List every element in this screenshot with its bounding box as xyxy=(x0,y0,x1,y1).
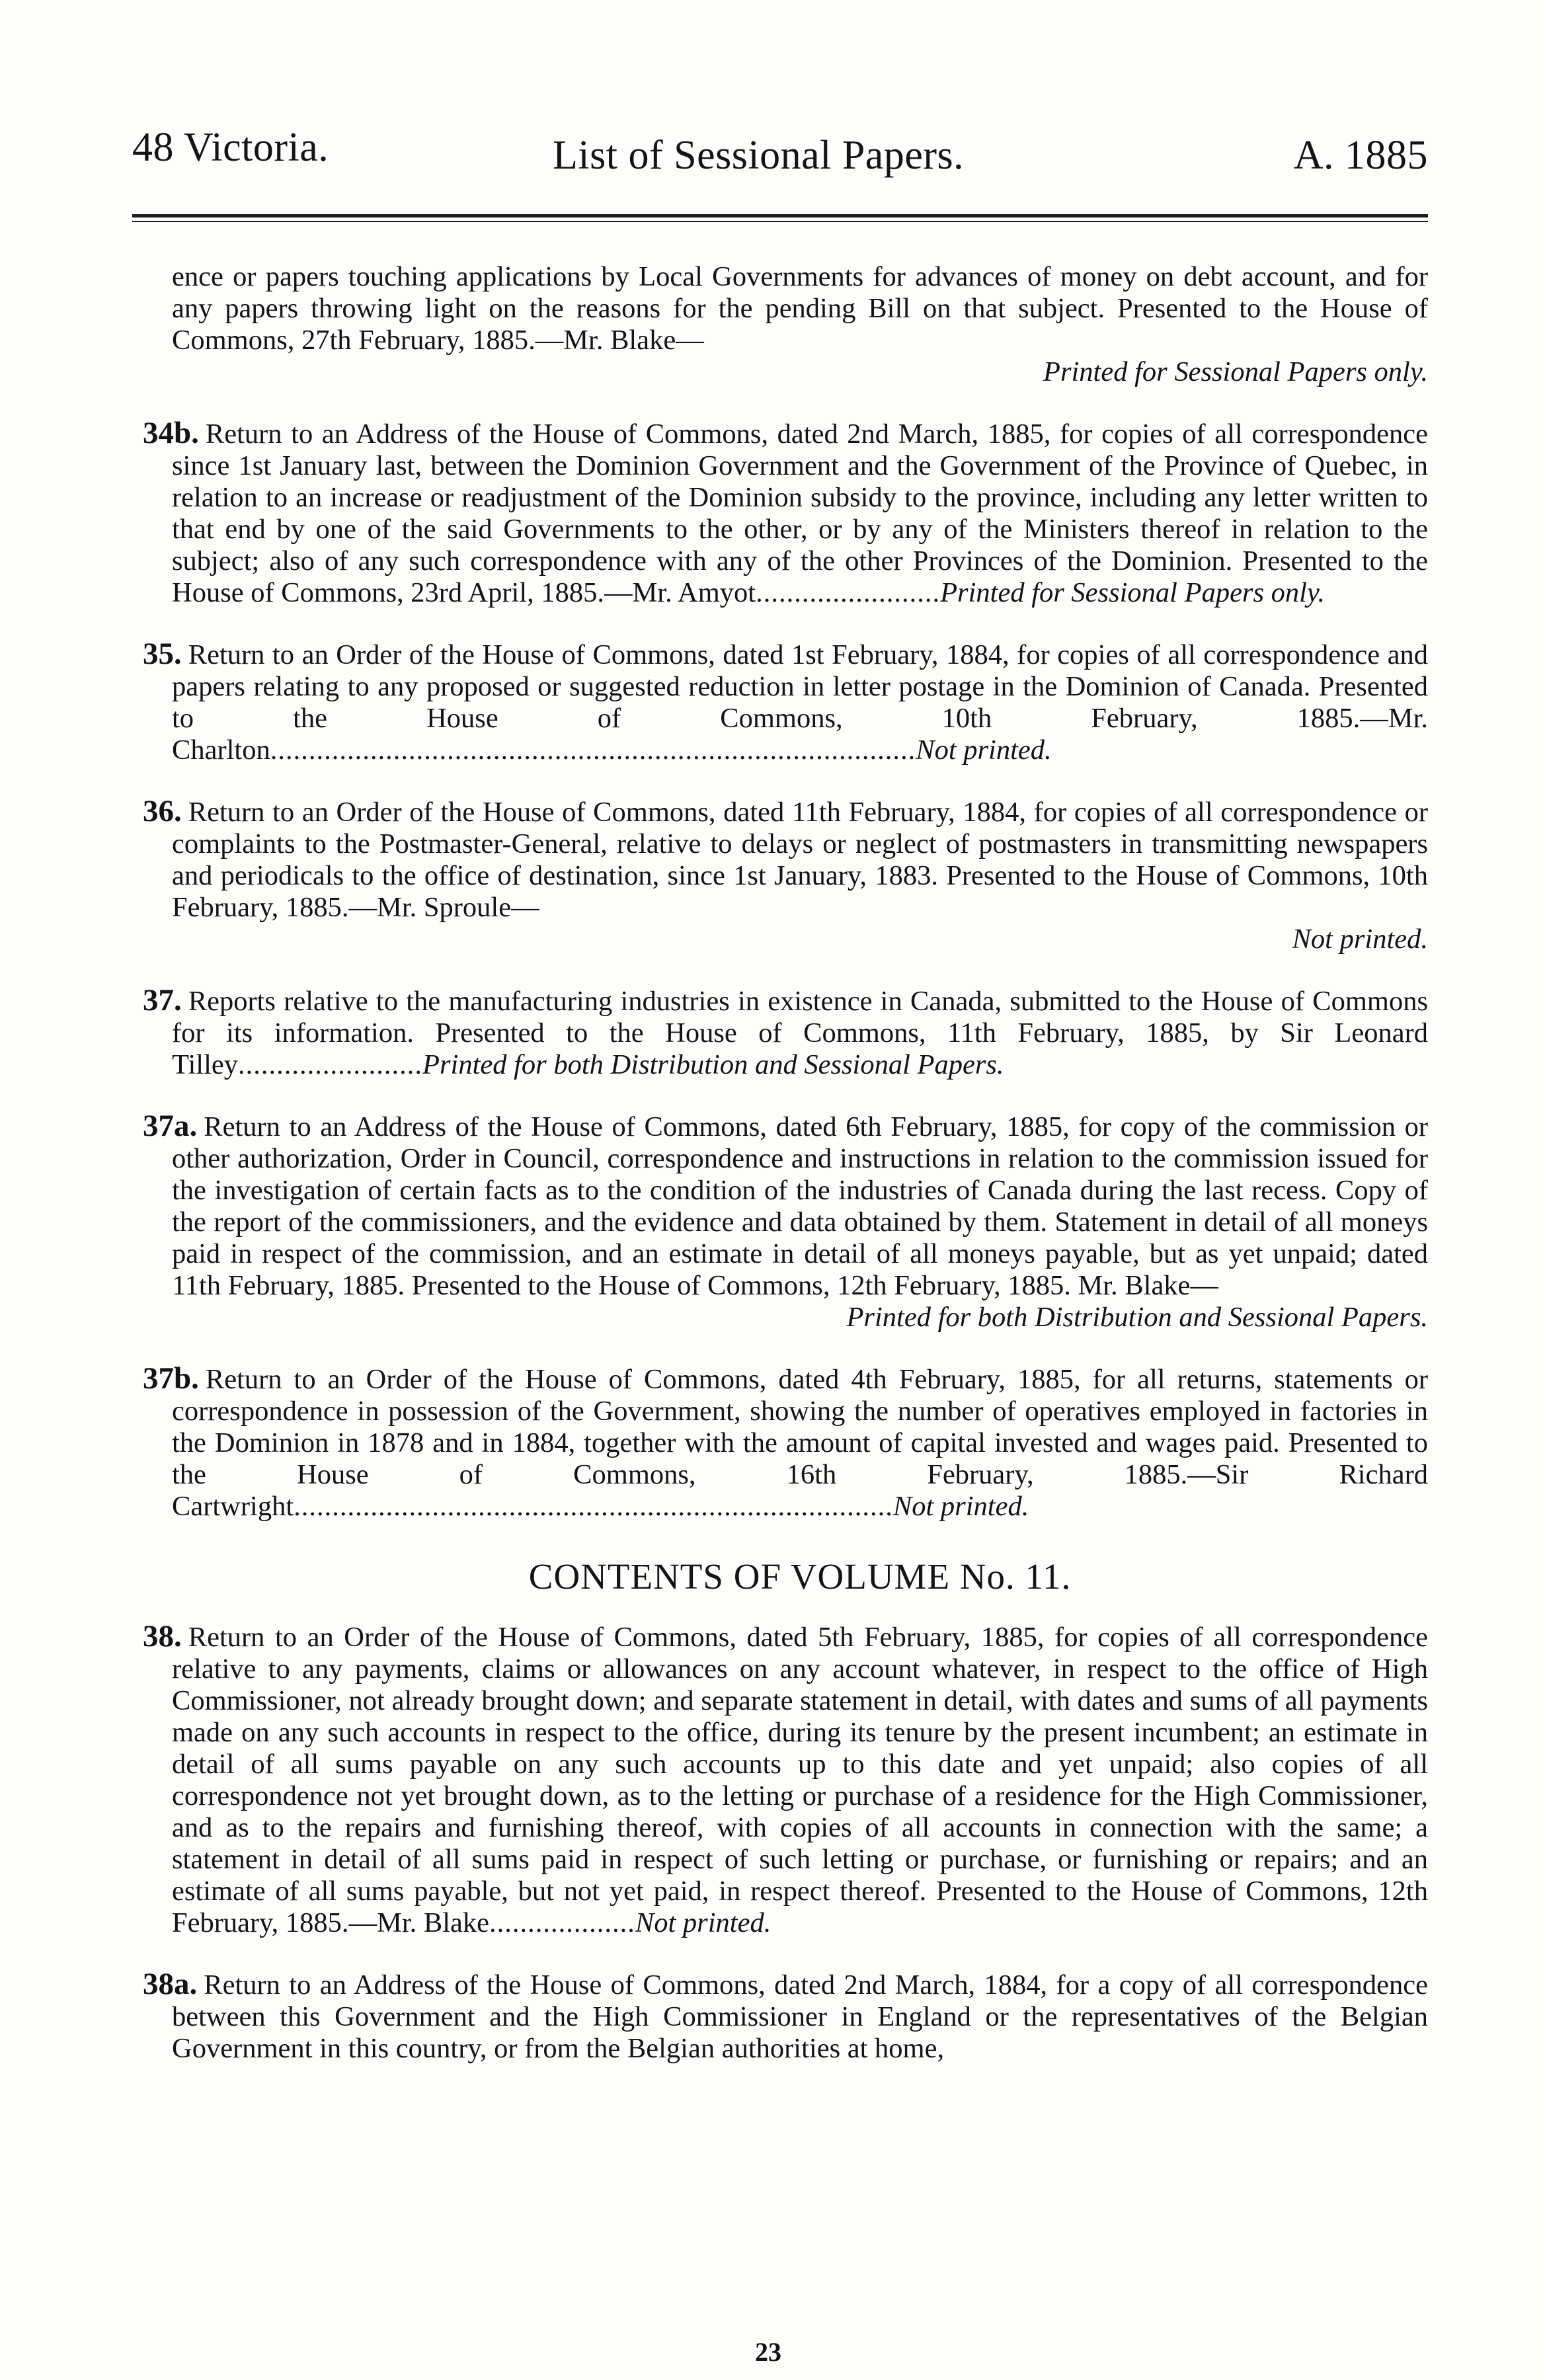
entry-number: 38. xyxy=(143,1619,182,1653)
entry-continued xyxy=(172,261,1428,356)
entry-36 xyxy=(143,794,1428,924)
entry-37a xyxy=(143,1109,1428,1302)
entry-text: Reports relative to the manufacturing industries in existence in Canada, submitted to the House of Commons for its information. Presented to the House of Commons, 11th February, 1885, by Sir Leonard Tilley xyxy=(172,986,1428,1080)
entry-text: Return to an Order of the House of Commons, dated 4th February, 1885, for all returns, statements or correspondence in possession of the Government, showing the number of operatives employed in factories in the Dominion in 1878 and in 1884, together with the amount of capital invested and wages paid. Presented to the House of Commons, 16th February, 1885.—Sir Richard Cartwright xyxy=(172,1364,1428,1522)
entry-text: Return to an Address of the House of Commons, dated 2nd March, 1884, for a copy of all correspondence between this Government and the High Commissioner in England or the representatives of the Belgian Government in this country, or from the Belgian authorities at home, xyxy=(172,1969,1428,2064)
entry-38 xyxy=(143,1619,1428,1939)
printing-status: Printed for Sessional Papers only. xyxy=(940,577,1325,608)
entry-37a-printing: Printed for both Distribution and Sessional Papers. xyxy=(846,1302,1428,1333)
regnal-year: 48 Victoria. xyxy=(132,125,329,170)
entry-text: Return to an Order of the House of Commons, dated 1st February, 1884, for copies of all correspondence and papers relating to any proposed or suggested reduction in letter postage in the Dominion of Canada. Presented to the House of Commons, 10th February, 1885.—Mr. Charlton xyxy=(172,639,1428,766)
entry-number: 37b. xyxy=(143,1361,199,1396)
leader-dots: ........................ xyxy=(238,1049,423,1080)
page-header xyxy=(132,124,1428,184)
entry-37 xyxy=(143,983,1428,1081)
entry-number: 38a. xyxy=(143,1967,198,2001)
section-heading: CONTENTS OF VOLUME No. 11. xyxy=(528,1556,1072,1597)
printing-status: Not printed. xyxy=(892,1491,1029,1522)
running-title: List of Sessional Papers. xyxy=(553,133,965,178)
entry-number: 37a. xyxy=(143,1109,198,1143)
leader-dots: ................... xyxy=(489,1907,635,1938)
entry-number: 35. xyxy=(143,637,182,671)
leader-dots: .............................................................................. xyxy=(294,1491,893,1522)
leader-dots: ........................ xyxy=(756,577,941,608)
entry-38a xyxy=(143,1967,1428,2065)
session-year: A. 1885 xyxy=(1293,133,1428,178)
page-number: 23 xyxy=(755,2337,781,2367)
printing-status: Printed for both Distribution and Sessional Papers. xyxy=(422,1049,1004,1080)
entry-text: Return to an Address of the House of Commons, dated 6th February, 1885, for copy of the commission or other authorization, Order in Council, correspondence and instructions in relation to the commission issued for the investigation of certain facts as to the condition of the industries of Canada during the last recess. Copy of the report of the commissioners, and the evidence and data obtained by them. Statement in detail of all moneys paid in respect of the commission, and an estimate in detail of all moneys payable, but as yet unpaid; dated 11th February, 1885. Presented to the House of Commons, 12th February, 1885. Mr. Blake— xyxy=(172,1111,1428,1301)
entry-34b xyxy=(143,416,1428,609)
entry-text: Return to an Order of the House of Commons, dated 11th February, 1884, for copies of all correspondence or complaints to the Postmaster-General, relative to delays or neglect of postmasters in transmitting newspapers and periodicals to the office of destination, since 1st January, 1883. Presented to the House of Commons, 10th February, 1885.—Mr. Sproule— xyxy=(172,797,1428,923)
printing-status: Not printed. xyxy=(916,734,1052,766)
entry-text: ence or papers touching applications by Local Governments for advances of money on debt account, and for any papers throwing light on the reasons for the pending Bill on that subject. Presented to the House of Commons, 27th February, 1885.—Mr. Blake— xyxy=(172,261,1428,356)
header-rule-thin xyxy=(132,221,1428,222)
entry-number: 36. xyxy=(143,794,182,828)
printing-status: Not printed. xyxy=(635,1907,772,1938)
entry-number: 37. xyxy=(143,983,182,1017)
body-text xyxy=(143,261,1428,2094)
entry-35 xyxy=(143,637,1428,766)
entry-37b xyxy=(143,1361,1428,1523)
entry-text: Return to an Address of the House of Commons, dated 2nd March, 1885, for copies of all correspondence since 1st January last, between the Dominion Government and the Government of the Province of Quebec, in relation to an increase or readjustment of the Dominion subsidy to the province, including any letter written to that end by one of the said Governments to the other, or by any of the Ministers thereof in relation to the subject; also of any such correspondence with any of the other Provinces of the Dominion. Presented to the House of Commons, 23rd April, 1885.—Mr. Amyot xyxy=(172,418,1428,608)
leader-dots: .................................................................................... xyxy=(270,734,916,766)
entry-text: Return to an Order of the House of Commons, dated 5th February, 1885, for copies of all correspondence relative to any payments, claims or allowances on any account whatever, in respect to the office of High Commissioner, not already brought down; and separate statement in detail, with dates and sums of all payments made on any such accounts in respect to the office, during its tenure by the present incumbent; an estimate in detail of all sums payable on any such accounts up to this date and yet unpaid; also copies of all correspondence not yet brought down, as to the letting or purchase of a residence for the High Commissioner, and as to the repairs and furnishing thereof, with copies of all accounts in connection with the same; a statement in detail of all sums paid in respect of such letting or purchase, or furnishing or repairs; and an estimate of all sums payable, but not yet paid, in respect thereof. Presented to the House of Commons, 12th February, 1885.—Mr. Blake xyxy=(172,1622,1428,1938)
entry-number: 34b. xyxy=(143,416,199,450)
entry-continued-printing: Printed for Sessional Papers only. xyxy=(1043,356,1428,387)
header-rule-thick xyxy=(132,214,1428,218)
entry-36-printing: Not printed. xyxy=(1292,924,1428,955)
